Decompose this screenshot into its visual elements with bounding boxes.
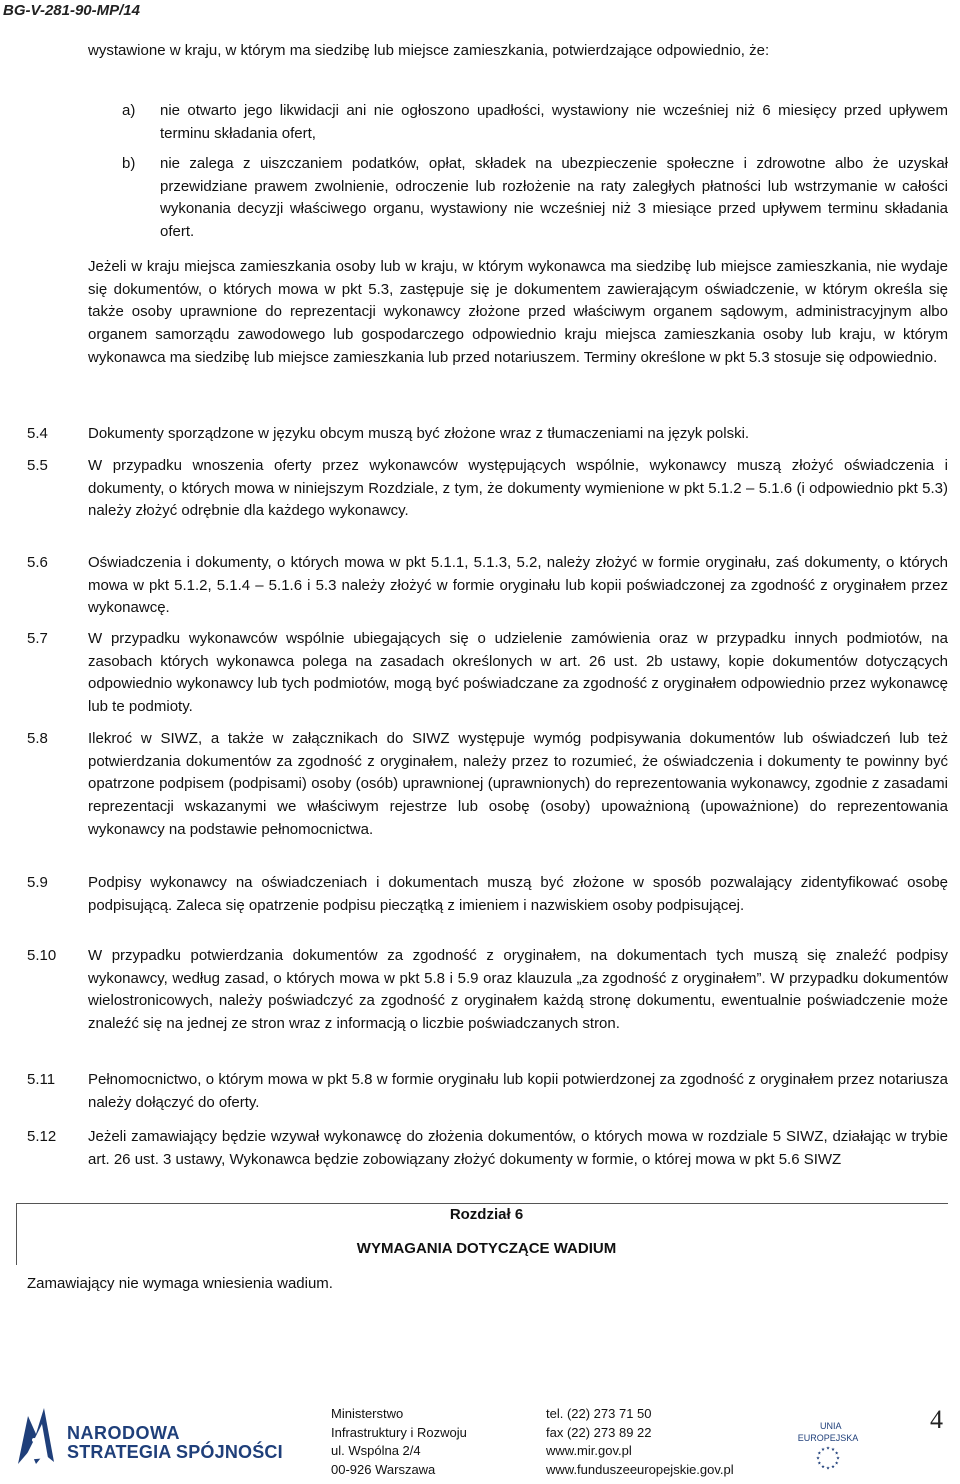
ministry-address: [331, 1405, 467, 1479]
eu-star: [821, 1448, 824, 1451]
section-number: 5.9: [27, 874, 48, 891]
ministry-line: Infrastruktury i Rozwoju: [331, 1424, 467, 1440]
eu-star: [826, 1446, 829, 1449]
eu-star: [831, 1465, 834, 1468]
eu-star: [826, 1466, 829, 1469]
section-text: Oświadczenia i dokumenty, o których mowa w pkt 5.1.1, 5.1.3, 5.2, należy złożyć w formie oryginału, zaś dokumenty, o których mowa w pkt 5.1.2, 5.1.4 – 5.1.6 i 5.3 należy złożyć w formie oryginału lub kopii poświadczonej za zgodność z oryginałem przez wykonawcę.: [88, 554, 948, 617]
eu-logo: [786, 1398, 866, 1472]
ministry-line: 00-926 Warszawa: [331, 1461, 436, 1477]
section-text: Jeżeli zamawiający będzie wzywał wykonawcę do złożenia dokumentów, o których mowa w rozdziale 5 SIWZ, działając w trybie art. 26 ust. 3 ustawy, Wykonawca będzie zobowiązany złożyć dokumenty w formie, o której mowa w pkt 5.6 SIWZ: [88, 1128, 948, 1168]
eu-star: [835, 1451, 838, 1454]
contact-phone: tel. (22) 273 71 50: [546, 1406, 652, 1421]
chapter-number: Rozdział 6: [449, 1206, 524, 1223]
list-item-b: nie zalega z uiszczaniem podatków, opłat, składek na ubezpieczenie społeczne i zdrowotne albo że uzyskał przewidziane prawem zwolnienie, odroczenie lub rozłożenie na raty zaległych płatności lub wstrzymanie w całości wykonania decyzji właściwego organu, wystawiony nie wcześniej niż 3 miesiące przed upływem terminu składania ofert.: [160, 155, 948, 241]
eu-star: [818, 1451, 821, 1454]
section-number: 5.12: [27, 1128, 57, 1145]
page-number: 4: [930, 1405, 943, 1434]
eu-stars-icon: [788, 1444, 868, 1484]
ns-logo-line2: STRATEGIA SPÓJNOŚCI: [67, 1442, 283, 1462]
ministry-line: ul. Wspólna 2/4: [331, 1443, 421, 1458]
list-marker-b: b): [122, 155, 136, 172]
section-text: W przypadku wnoszenia oferty przez wykonawców występujących wspólnie, wykonawcy muszą złożyć oświadczenia i dokumenty, o których mowa w niniejszym Rozdziale, z tym, że dokumenty wymienione w pkt 5.1.2 – 5.1.6 (i odpowiednio pkt 5.3) należy złożyć odrębnie dla każdego wykonawcy.: [88, 457, 948, 520]
no-deposit-text: Zamawiający nie wymaga wniesienia wadium.: [27, 1275, 333, 1292]
chapter-title: WYMAGANIA DOTYCZĄCE WADIUM: [356, 1240, 617, 1257]
contact-website[interactable]: www.mir.gov.pl: [546, 1443, 632, 1458]
section-number: 5.11: [27, 1071, 56, 1088]
section-text: Ilekroć w SIWZ, a także w załącznikach do SIWZ występuje wymóg podpisywania dokumentów lub oświadczeń lub też potwierdzania dokumentów za zgodność z oryginałem, należy przez to rozumieć, że oświadczenia i dokumenty te powinny być opatrzone podpisem (podpisami) osoby (osób) uprawnionej (uprawnionych) do reprezentowania wykonawcy, zgodnie z zasadami reprezentacji wskazanymi we właściwym rejestrze lub osobę (osoby) upoważnioną (upoważnione) do reprezentowania wykonawcy na podstawie pełnomocnictwa.: [88, 730, 948, 838]
main-paragraph: Jeżeli w kraju miejsca zamieszkania osoby lub w kraju, w którym wykonawca ma siedzibę lub miejsce zamieszkania, nie wydaje się dokumentów, o których mowa w pkt 5.3, zastępuje się je dokumentem zawierającym oświadczenie, w którym określa się także osoby uprawnione do reprezentacji wykonawcy złożone przed właściwym organem sądowym, administracyjnym albo organem samorządu zawodowego lub gospodarczego odpowiednio kraju miejsca zamieszkania osoby lub kraju, w którym wykonawca ma siedzibę lub miejsce zamieszkania lub przed notariuszem. Terminy określone w pkt 5.3 stosuje się odpowiednio.: [88, 258, 948, 366]
section-text: W przypadku potwierdzania dokumentów za zgodność z oryginałem, na dokumentach tych muszą się znaleźć podpisy wykonawcy, według zasad, o których mowa w pkt 5.8 i 5.9 oraz klauzula „za zgodność z oryginałem”. W przypadku dokumentów wielostronicowych, należy poświadczyć za zgodność z oryginałem każdą stronę dokumentu, ewentualnie poświadczenie może znaleźć się na jednej ze stron wraz z informacją o liczbie poświadczanych stron.: [88, 947, 948, 1033]
section-number: 5.5: [27, 457, 48, 474]
eu-star: [836, 1456, 839, 1459]
eu-label-line1: UNIA: [820, 1421, 842, 1431]
eu-label-line2: EUROPEJSKA: [797, 1433, 859, 1443]
section-number: 5.7: [27, 630, 48, 647]
document-code: BG-V-281-90-MP/14: [3, 2, 140, 19]
ns-logo-line1: NARODOWA: [67, 1423, 180, 1443]
contact-info: [546, 1405, 734, 1479]
section-number: 5.6: [27, 554, 48, 571]
list-marker-a: a): [122, 102, 136, 119]
intro-paragraph: wystawione w kraju, w którym ma siedzibę lub miejsce zamieszkania, potwierdzające odpowiednio, że:: [88, 42, 770, 59]
section-text: Pełnomocnictwo, o którym mowa w pkt 5.8 w formie oryginału lub kopii potwierdzonej za zgodność z oryginałem przez notariusza należy dołączyć do oferty.: [88, 1071, 948, 1111]
eu-star: [821, 1465, 824, 1468]
section-number: 5.8: [27, 730, 48, 747]
ministry-line: Ministerstwo: [331, 1406, 404, 1421]
eu-star: [831, 1448, 834, 1451]
eu-star: [818, 1461, 821, 1464]
eu-star: [816, 1456, 819, 1459]
section-text: W przypadku wykonawców wspólnie ubiegających się o udzielenie zamówienia oraz w przypadku innych podmiotów, na zasobach których wykonawca polega na zasadach określonych w art. 26 ust. 2b ustawy, kopie dokumentów dotyczących odpowiednio wykonawcy lub tych podmiotów, mogą być poświadczane za zgodność z oryginałem odpowiednio przez wykonawcę lub te podmioty.: [88, 630, 948, 716]
eu-star: [835, 1461, 838, 1464]
list-item-a: nie otwarto jego likwidacji ani nie ogłoszono upadłości, wystawiony nie wcześniej niż 6 miesięcy przed upływem terminu składania ofert,: [160, 102, 948, 142]
section-text: Dokumenty sporządzone w języku obcym muszą być złożone wraz z tłumaczeniami na język polski.: [88, 425, 750, 442]
contact-fax: fax (22) 273 89 22: [546, 1424, 652, 1440]
section-text: Podpisy wykonawcy na oświadczeniach i dokumentach muszą być złożone w sposób pozwalający zidentyfikować osobę podpisującą. Zaleca się opatrzenie podpisu pieczątką z imieniem i nazwiskiem osoby podpisującej.: [88, 874, 948, 914]
section-number: 5.10: [27, 947, 57, 964]
section-number: 5.4: [27, 425, 48, 442]
contact-website-eu[interactable]: www.funduszeeuropejskie.gov.pl: [546, 1461, 734, 1477]
chapter-box-border: [16, 1203, 948, 1204]
